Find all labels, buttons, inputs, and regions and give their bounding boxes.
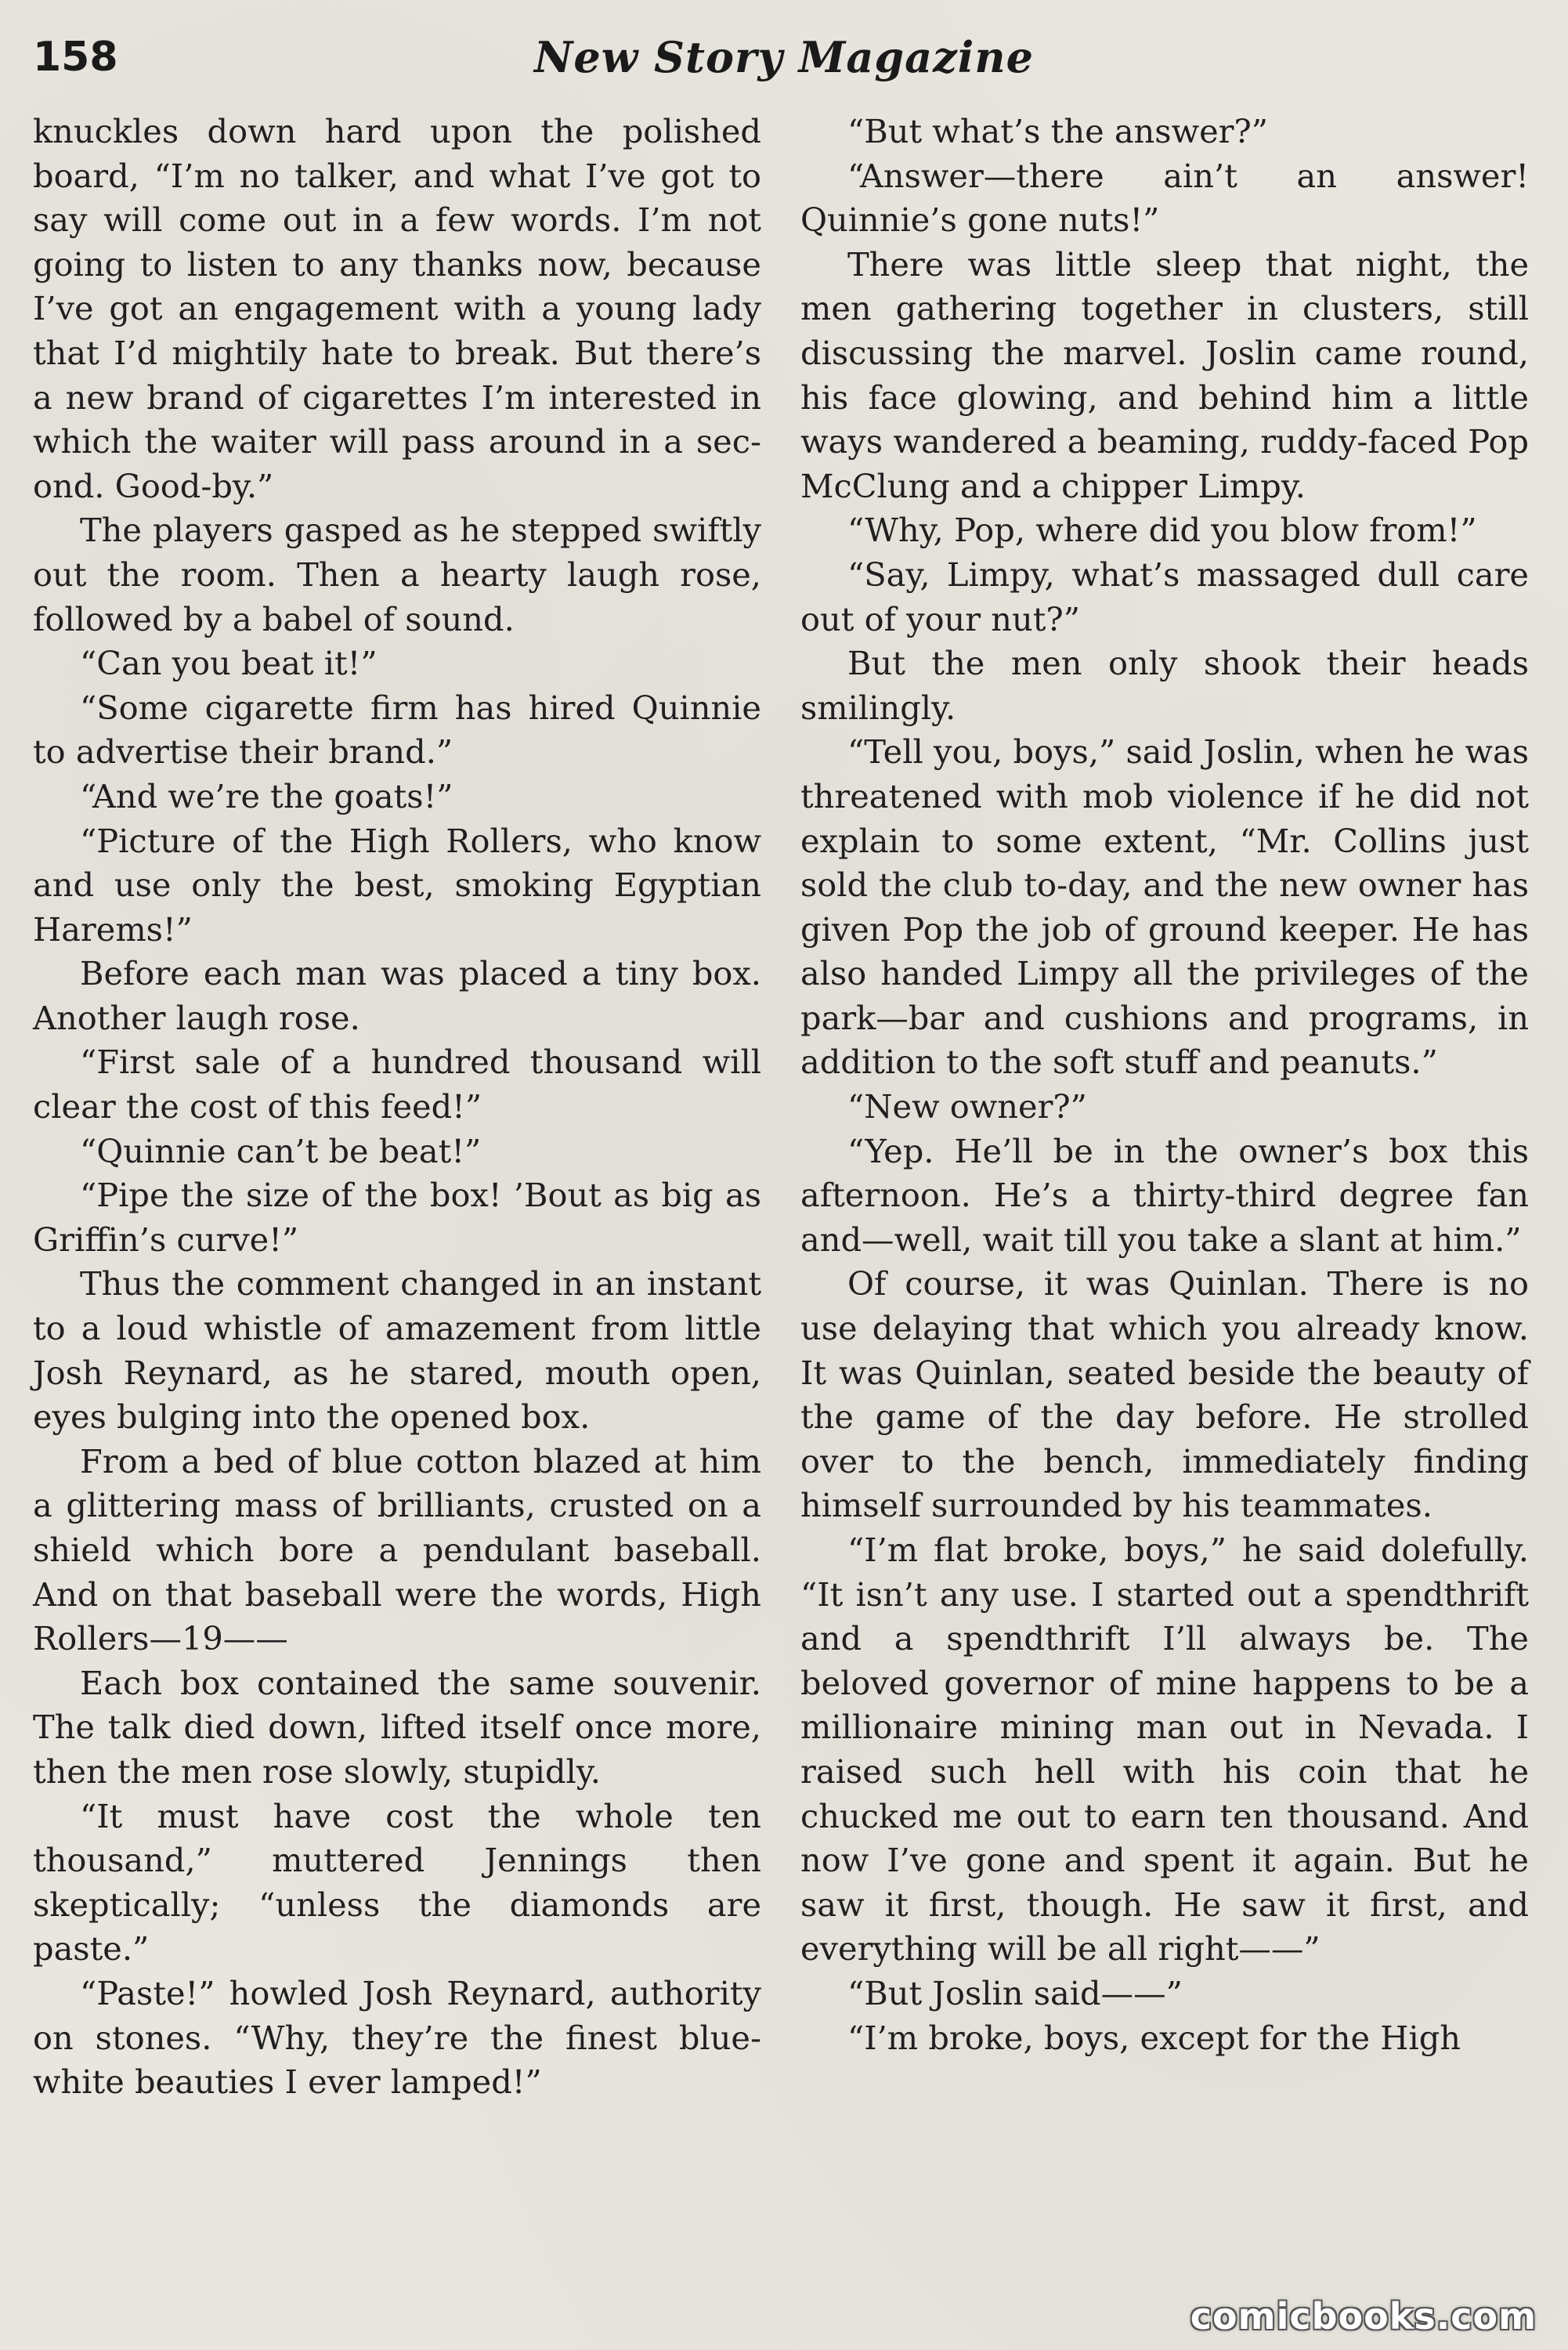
paragraph: “Some cigarette firm has hired Quinnie to advertise their brand.” bbox=[33, 688, 761, 772]
magazine-title: New Story Magazine bbox=[534, 32, 1034, 82]
paragraph: “Pipe the size of the box! ’Bout as big as Griffin’s curve!” bbox=[33, 1176, 761, 1259]
paragraph: “First sale of a hundred thousand will clear the cost of this feed!” bbox=[33, 1043, 761, 1126]
paragraph: “I’m broke, boys, except for the High bbox=[847, 2018, 1461, 2057]
paragraph: “And we’re the goats!” bbox=[80, 776, 453, 815]
paragraph: Of course, it was Quinlan. There is no use delaying that which you already know. It was Quinlan, seated beside the beauty of the game of the day before. He strolled over to the bench, immediately finding himself surrounded by his teammates. bbox=[800, 1264, 1529, 1525]
paragraph: “New owner?” bbox=[847, 1087, 1087, 1126]
paragraph: There was little sleep that night, the men gathering together in clusters, still discussing the marvel. Joslin came round, his face glowing, and behind him a little ways wandered a beaming, ruddy-faced Pop McClung and a chipper Limpy. bbox=[800, 244, 1529, 505]
paragraph: “I’m flat broke, boys,” he said dolefully. “It isn’t any use. I started out a spendthrift and a spendthrift I’ll always be. The beloved governor of mine happens to be a millionaire mining man out in Nevada. I raised such hell with his coin that he chucked me out to earn ten thousand. And now I’ve gone and spent it again. But he saw it first, though. He saw it first, and everything will be all right——” bbox=[800, 1531, 1529, 1969]
right-column bbox=[800, 110, 1529, 2060]
watermark: comicbooks.com bbox=[1190, 2295, 1537, 2337]
paragraph: Before each man was placed a tiny box. Another laugh rose. bbox=[33, 954, 761, 1037]
paragraph: “Quinnie can’t be beat!” bbox=[80, 1131, 482, 1170]
paragraph: “Tell you, boys,” said Joslin, when he was threatened with mob violence if he did not explain to some extent, “Mr. Collins just sold the club to-day, and the new owner has given Pop the job of ground keeper. He has also handed Limpy all the privileges of the park—bar and cushions and programs, in addition to the soft stuff and peanuts.” bbox=[800, 732, 1529, 1082]
paragraph: “But Joslin said——” bbox=[847, 1973, 1183, 2012]
paragraph: The players gasped as he stepped swiftly out the room. Then a hearty laugh rose, followed by a babel of sound. bbox=[33, 511, 761, 638]
paragraph: But the men only shook their heads smilingly. bbox=[800, 644, 1529, 727]
paragraph: “Why, Pop, where did you blow from!” bbox=[847, 511, 1477, 550]
paragraph: “Picture of the High Rollers, who know and use only the best, smoking Egyptian Harems!” bbox=[33, 821, 761, 949]
paragraph: “Yep. He’ll be in the owner’s box this afternoon. He’s a thirty-third degree fan and—well, wait till you take a slant at him.” bbox=[800, 1131, 1529, 1259]
page-number: 158 bbox=[33, 34, 118, 81]
paragraph: From a bed of blue cotton blazed at him a glittering mass of brilliants, crusted on a shield which bore a pendulant baseball. And on that baseball were the words, High Rollers—19—— bbox=[33, 1441, 761, 1658]
paragraph: Thus the comment changed in an instant to a loud whistle of amazement from little Josh Reynard, as he stared, mouth open, eyes bulging into the opened box. bbox=[33, 1264, 761, 1437]
paragraph: “Answer—there ain’t an answer! Quinnie’s gone nuts!” bbox=[800, 156, 1529, 240]
text-columns bbox=[33, 110, 1535, 2334]
page-header bbox=[33, 30, 1535, 85]
paragraph: “Can you beat it!” bbox=[80, 644, 378, 683]
paragraph: “But what’s the answer?” bbox=[847, 112, 1268, 150]
paragraph: “It must have cost the whole ten thousand,” muttered Jennings then skeptically; “unless the diamonds are paste.” bbox=[33, 1796, 761, 1969]
paragraph: “Paste!” howled Josh Reynard, authority on stones. “Why, they’re the finest blue-white beauties I ever lamped!” bbox=[33, 1973, 761, 2102]
paragraph: Each box contained the same souvenir. The talk died down, lifted itself once more, then the men rose slowly, stupidly. bbox=[33, 1663, 761, 1791]
paragraph: “Say, Limpy, what’s massaged dull care out of your nut?” bbox=[800, 555, 1529, 638]
left-column bbox=[33, 110, 761, 2105]
paragraph: knuckles down hard upon the polished board, “I’m no talker, and what I’ve got to say will come out in a few words. I’m not going to listen to any thanks now, because I’ve got an engagement with a young lady that I’d mightily hate to break. But there’s a new brand of cigarettes I’m interested in which the waiter will pass around in a second. Good-by.” bbox=[33, 112, 761, 505]
